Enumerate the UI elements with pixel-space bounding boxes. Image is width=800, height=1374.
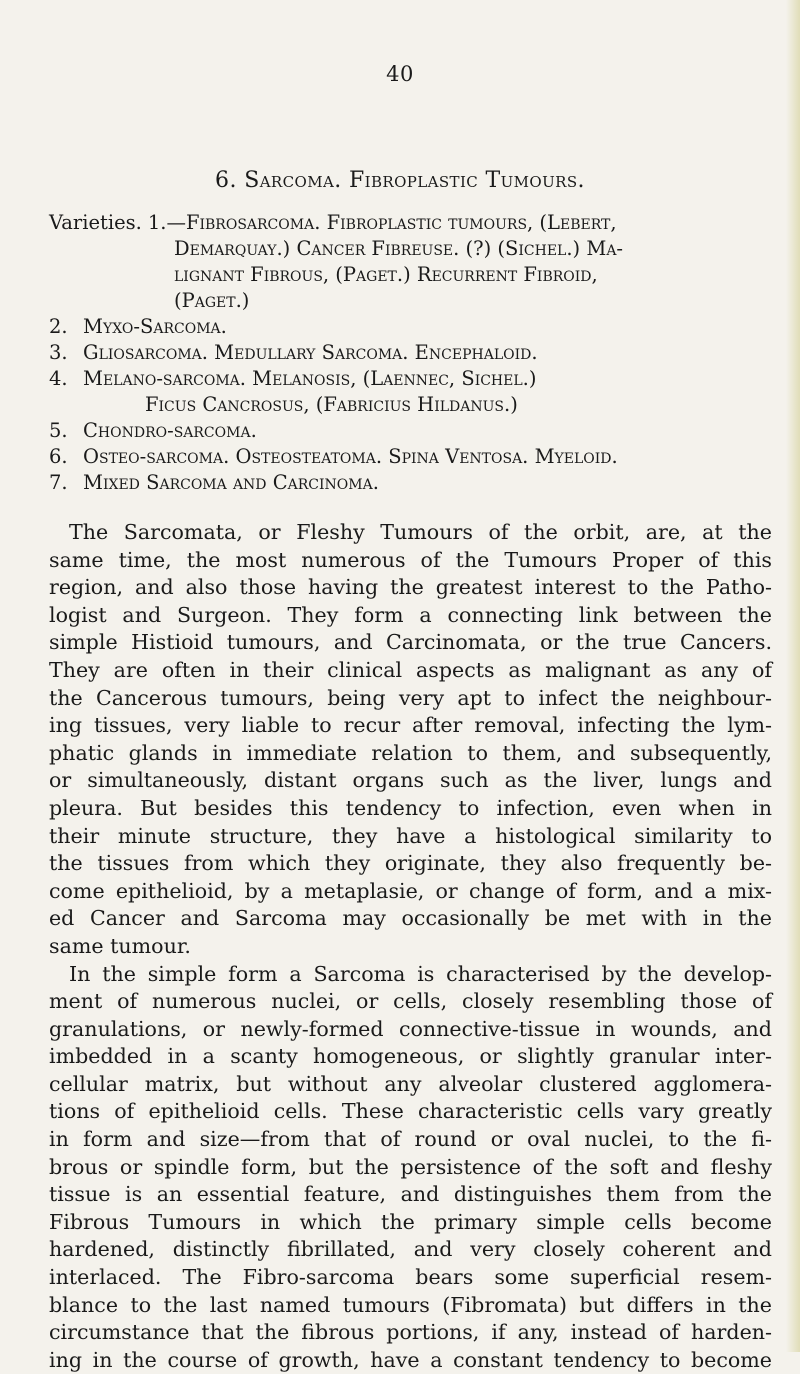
text-line: brous or spindle form, but the persistence of the soft and fleshy [49,1154,772,1179]
variety-text: Fibrosarcoma. Fibroplastic tumours, (Lebert, [185,211,617,234]
text-line: ing tissues, very liable to recur after removal, infecting the lym- [49,713,772,738]
variety-item-1-continuation [49,236,769,262]
text-line: their minute structure, they have a histological similarity to [49,823,772,848]
variety-text: Myxo-Sarcoma. [83,315,227,338]
variety-item-1-continuation [49,288,769,314]
variety-number: 4. [49,367,68,390]
text-line: tions of epithelioid cells. These characteristic cells vary greatly [49,1099,772,1124]
text-line: They are often in their clinical aspects as malignant as any of [49,657,772,682]
variety-item-7 [49,470,769,496]
text-line: simple Histioid tumours, and Carcinomata, or the true Cancers. [49,630,772,655]
text-line: interlaced. The Fibro-sarcoma bears some superficial resem- [49,1265,772,1290]
variety-item-2 [49,314,769,340]
variety-text: Ficus Cancrosus, (Fabricius Hildanus.) [145,393,518,416]
variety-number: 6. [49,445,68,468]
text-line: In the simple form a Sarcoma is characterised by the develop- [69,961,772,986]
text-line: same tumour. [49,933,191,958]
variety-item-1-continuation [49,262,769,288]
text-line: tissue is an essential feature, and distinguishes them from the [49,1182,772,1207]
variety-text: Demarquay.) Cancer Fibreuse. (?) (Sichel.) Ma- [174,237,624,260]
text-line: in form and size—from that of round or oval nuclei, to the fi- [49,1127,772,1152]
text-line: ed Cancer and Sarcoma may occasionally be met with in the [49,906,772,931]
variety-number: 3. [49,341,68,364]
text-line: come epithelioid, by a metaplasie, or change of form, and a mix- [49,878,772,903]
text-line: logist and Surgeon. They form a connecting link between the [49,602,772,627]
variety-number: 5. [49,419,68,442]
text-line: The Sarcomata, or Fleshy Tumours of the orbit, are, at the [69,520,772,544]
text-line: same time, the most numerous of the Tumours Proper of this [49,547,772,572]
page-number: 40 [386,62,414,86]
text-line: pleura. But besides this tendency to infection, even when in [49,795,772,820]
variety-text: Melano-sarcoma. Melanosis, (Laennec, Sichel.) [83,367,537,390]
variety-number: 7. [49,471,68,494]
text-line: circumstance that the fibrous portions, if any, instead of harden- [49,1320,772,1345]
variety-item-4-continuation [49,392,769,418]
variety-number: 1.— [147,211,186,234]
variety-text: Chondro-sarcoma. [83,419,257,442]
varieties-list [49,210,769,496]
text-line: ing in the course of growth, have a constant tendency to become [49,1347,772,1372]
text-line: hardened, distinctly fibrillated, and very closely coherent and [49,1237,772,1262]
text-line: ment of numerous nuclei, or cells, closely resembling those of [49,989,772,1014]
variety-item-1 [49,210,769,236]
text-line: granulations, or newly-formed connective-tissue in wounds, and [49,1016,772,1041]
page-edge-shading [786,0,800,1352]
variety-item-4 [49,366,769,392]
variety-text: Mixed Sarcoma and Carcinoma. [83,471,379,494]
section-heading: 6. Sarcoma. Fibroplastic Tumours. [215,168,585,193]
varieties-intro: Varieties. [49,211,142,234]
text-line: imbedded in a scanty homogeneous, or slightly granular inter- [49,1044,772,1069]
variety-item-6 [49,444,769,470]
variety-text: Gliosarcoma. Medullary Sarcoma. Encephaloid. [83,341,538,364]
text-line: or simultaneously, distant organs such as the liver, lungs and [49,768,772,793]
text-line: the Cancerous tumours, being very apt to infect the neighbour- [49,685,772,710]
text-line: region, and also those having the greatest interest to the Patho- [49,575,772,600]
variety-text: lignant Fibrous, (Paget.) Recurrent Fibroid, [174,263,598,286]
text-line: cellular matrix, but without any alveolar clustered agglomera- [49,1071,772,1096]
variety-text: Osteo-sarcoma. Osteosteatoma. Spina Ventosa. Myeloid. [83,445,618,468]
text-line: phatic glands in immediate relation to them, and subsequently, [49,740,772,765]
variety-item-3 [49,340,769,366]
variety-text: (Paget.) [174,289,250,312]
variety-item-5 [49,418,769,444]
text-line: Fibrous Tumours in which the primary simple cells become [49,1209,772,1234]
text-line: blance to the last named tumours (Fibromata) but differs in the [49,1292,772,1317]
text-line: the tissues from which they originate, they also frequently be- [49,851,772,876]
variety-number: 2. [49,315,68,338]
body-text [49,519,772,1374]
